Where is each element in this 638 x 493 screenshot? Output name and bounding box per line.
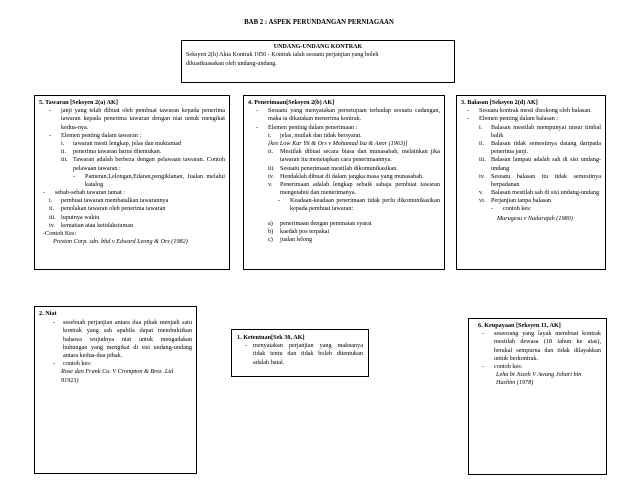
- list-marker: -: [49, 131, 52, 139]
- list-text: contoh kes:: [503, 205, 532, 213]
- list-item: [39, 189, 225, 197]
- ketentuan-list: [237, 342, 363, 367]
- list-item: [39, 230, 225, 238]
- tawaran-case: Preston Corp. sdn. bhd v Edward Leong & Ors (1982): [53, 238, 188, 246]
- list-item: [248, 228, 440, 236]
- list-marker: -: [49, 107, 52, 115]
- list-marker: -: [73, 172, 76, 180]
- list-marker: iv.: [479, 172, 485, 180]
- center-line-2: dikuatkuasakan oleh undang-undang.: [186, 61, 277, 68]
- balasan-list: [461, 107, 601, 213]
- list-marker: vi.: [479, 197, 486, 205]
- list-marker: -: [53, 319, 56, 327]
- list-text: contoh kes:: [63, 360, 92, 368]
- list-item: [461, 205, 601, 213]
- list-text: Balasan mestilah sah di sisi undang-undang: [491, 189, 600, 197]
- list-text: Elemen penting dalam tawaran :: [61, 131, 142, 139]
- list-item: [39, 319, 192, 360]
- tawaran-heading: 5. Tawaran [Seksyen 2(a) AK]: [39, 99, 118, 106]
- list-marker: i.: [268, 131, 272, 139]
- list-text: Mestilah dibuat secara biasa dan munasabah, melainkan jika tawaran itu menetapkan cara penerimaannya.: [280, 148, 440, 164]
- list-text: Sesuatu yang menyatakan persetujuan terhadap sesuatu cadangan, maka ia dikatakan menerima kontrak.: [268, 107, 440, 123]
- list-item: [461, 124, 601, 140]
- list-text: penolakan tawaran oleh penerima tawaran: [61, 205, 166, 213]
- list-item: [461, 156, 601, 172]
- box-penerimaan: [243, 95, 445, 270]
- list-marker: iii.: [268, 164, 275, 172]
- list-marker: iii.: [479, 156, 486, 164]
- niat-list: [39, 319, 192, 368]
- list-item: [248, 107, 440, 123]
- list-item: [237, 342, 363, 367]
- list-item: [39, 140, 225, 148]
- penerimaan-sublist: [248, 220, 440, 245]
- list-marker: -: [491, 205, 494, 213]
- list-marker: a): [268, 219, 273, 227]
- list-text: seseorang yang layak membuat kontrak mestilah dewasa (18 tahun ke atas), berakal sempurna dan tidak dilayakkan untuk berkontrak.: [494, 330, 601, 362]
- box-ketentuan: [231, 329, 369, 377]
- list-marker: iv.: [49, 221, 55, 229]
- list-marker: b): [268, 227, 274, 235]
- list-item: [474, 363, 601, 371]
- list-text: menyatakan perjanjian yang maknanya tidak tentu dan tidak boleh ditentukan adalah batal.: [253, 342, 363, 366]
- center-definition-box: [181, 40, 455, 83]
- list-marker: -: [278, 197, 281, 205]
- list-text: Perjanjian tanpa balasan: [491, 197, 552, 205]
- list-item: [248, 148, 440, 164]
- penerimaan-heading: 4. Penerimaan[Seksyen 2(b) AK]: [248, 99, 335, 106]
- box-niat: [34, 306, 197, 474]
- list-item: [39, 173, 225, 189]
- list-item: [248, 197, 440, 213]
- list-marker: -: [245, 342, 248, 350]
- keupayaan-case: Leha bt Jusoh V Awang Johari bin Hashim (1978): [496, 371, 582, 387]
- list-text: jualan lelong: [280, 236, 313, 243]
- list-text: luputnya waktu: [61, 213, 100, 221]
- box-tawaran: [34, 95, 230, 270]
- list-marker: i.: [61, 139, 65, 147]
- niat-heading: 2. Niat: [39, 310, 57, 317]
- list-text: Sesuatu penerimaan mestilah dikomunikasikan.: [280, 164, 398, 172]
- list-marker: -: [53, 360, 56, 368]
- list-text: Elemen penting dalam penerimaan :: [268, 123, 358, 131]
- keupayaan-list: [474, 330, 601, 371]
- list-item: [39, 156, 225, 172]
- list-item: [39, 222, 225, 230]
- list-text: Elemen penting dalam balasan :: [479, 115, 559, 123]
- list-text: kaedah pos terpakai: [280, 227, 330, 235]
- keupayaan-heading: 6. Keupayaan [Seksyen 11, AK]: [478, 322, 561, 329]
- list-marker: -: [482, 362, 485, 370]
- list-marker: v.: [479, 189, 484, 197]
- list-marker: ii.: [479, 139, 484, 147]
- list-marker: -: [43, 189, 46, 197]
- list-text: Sesuatu balasan itu tidak semestinya berpadanan: [491, 172, 601, 188]
- list-item: [248, 165, 440, 173]
- list-text: -Contoh Kes:: [43, 230, 77, 237]
- list-text: [kes Low Kar Yit & Ors v Mohamad Isa & Anor (1963)]: [268, 139, 408, 147]
- list-text: Pameran,Lelongan,Edaran,pengiklanan, Jualan melalui katalog: [85, 172, 225, 188]
- penerimaan-list: [248, 107, 440, 213]
- list-text: janji yang telah dibuat oleh pembuat tawaran kepada penerima tawaran kepada penerima tawaran dengan niat untuk mengikat kedua-nya.: [61, 107, 225, 131]
- balasan-heading: 3. Balasan [Seksyen 2(d) AK]: [461, 99, 538, 106]
- list-marker: -: [482, 330, 485, 338]
- list-text: Balasan lampau adalah sah di sisi undang-undang: [491, 156, 601, 172]
- list-marker: ii.: [61, 148, 66, 156]
- list-item: [248, 181, 440, 197]
- list-item: [39, 360, 192, 368]
- list-marker: ii.: [49, 205, 54, 213]
- list-text: Sesuatu kontrak mesti disokong oleh balasan.: [479, 107, 592, 115]
- list-text: contoh kes:: [494, 362, 523, 370]
- list-marker: c): [268, 236, 273, 243]
- list-marker: v.: [268, 180, 273, 188]
- list-marker: -: [256, 107, 259, 115]
- list-text: kematian atau ketidaksiuman: [61, 221, 134, 229]
- list-item: [39, 205, 225, 213]
- niat-case: Rose dan Frank Co. V Crompton & Bros .Ltd 91923): [61, 368, 174, 384]
- list-text: Keadaan-keadaan penerimaan tidak perlu dikomunikasikan kepada pembuat tawaran:: [290, 197, 440, 213]
- list-text: penerimaan dengan penunaian syarat: [280, 219, 372, 227]
- box-balasan: [456, 95, 606, 270]
- list-item: [461, 115, 601, 123]
- list-marker: ii.: [268, 148, 273, 156]
- list-item: [474, 330, 601, 363]
- list-text: pembuat tawaran membatalkan tawarannya: [61, 197, 169, 205]
- list-item: [248, 140, 440, 148]
- list-marker: -: [467, 115, 470, 123]
- list-item: [461, 173, 601, 189]
- list-marker: iv.: [268, 172, 274, 180]
- list-item: [248, 132, 440, 140]
- list-item: [461, 107, 601, 115]
- list-item: [248, 220, 440, 228]
- ketentuan-heading: 1. Ketentuan[Sek 30, AK]: [237, 334, 305, 341]
- page-title: BAB 2 : ASPEK PERUNDANGAN PERNIAGAAN: [244, 19, 394, 26]
- list-item: [39, 214, 225, 222]
- list-text: Penerimaan adalah lengkap sebaik sahaja pembuat tawaran mengetahui dan menerimanya.: [280, 180, 440, 197]
- list-marker: -: [467, 107, 470, 115]
- list-text: Hendaklah dibuat di dalam jangka masa yang munasabah.: [280, 172, 424, 180]
- list-text: sesebuah perjanjian antara dua pihak menjadi satu kontrak yang sah apabila dapat membuktikan bahawa wujudnya niat untuk mengadakan hubungan yang mengikat di sisi undang-undang antara kedua-dua pihak.: [63, 319, 192, 359]
- list-marker: iii.: [61, 156, 68, 164]
- list-item: [461, 197, 601, 205]
- list-item: [248, 236, 440, 244]
- list-marker: -: [256, 123, 259, 131]
- list-item: [39, 132, 225, 140]
- list-item: [39, 107, 225, 132]
- list-text: Tawaran adalah berbeza dengan pelawaan tawaran. Contoh pelawaan tawaran :: [73, 156, 225, 172]
- list-item: [461, 189, 601, 197]
- list-text: Balasan mestilah mempunyai unsur timbal balik: [491, 123, 601, 139]
- list-text: Balasan tidak semestinya datang daripada penerima janji.: [491, 139, 601, 156]
- tawaran-list: [39, 107, 225, 238]
- list-item: [39, 197, 225, 205]
- list-item: [248, 124, 440, 132]
- list-marker: iii.: [49, 213, 56, 221]
- list-marker: i.: [49, 197, 53, 205]
- list-item: [461, 140, 601, 156]
- list-item: [248, 173, 440, 181]
- list-marker: i.: [479, 123, 483, 131]
- list-text: sebab-sebab tawaran tamat :: [55, 189, 125, 197]
- list-text: tawaran mesti lengkap, jelas dan muktamad: [73, 139, 182, 147]
- list-text: jelas, mutlak dan tidak bersyarat.: [280, 131, 362, 139]
- balasan-case: Murugesu v Nadarajah (1980): [497, 214, 573, 222]
- center-line-1: Seksyen 2(h) Akta Kontrak 1950 - Kontrak ialah sesuatu perjanjian yang boleh: [186, 52, 379, 59]
- center-heading: UNDANG-UNDANG KONTRAK: [273, 44, 363, 50]
- list-item: [39, 148, 225, 156]
- list-text: penerima tawaran harus ditentukan.: [73, 148, 162, 156]
- box-keupayaan: [468, 318, 607, 475]
